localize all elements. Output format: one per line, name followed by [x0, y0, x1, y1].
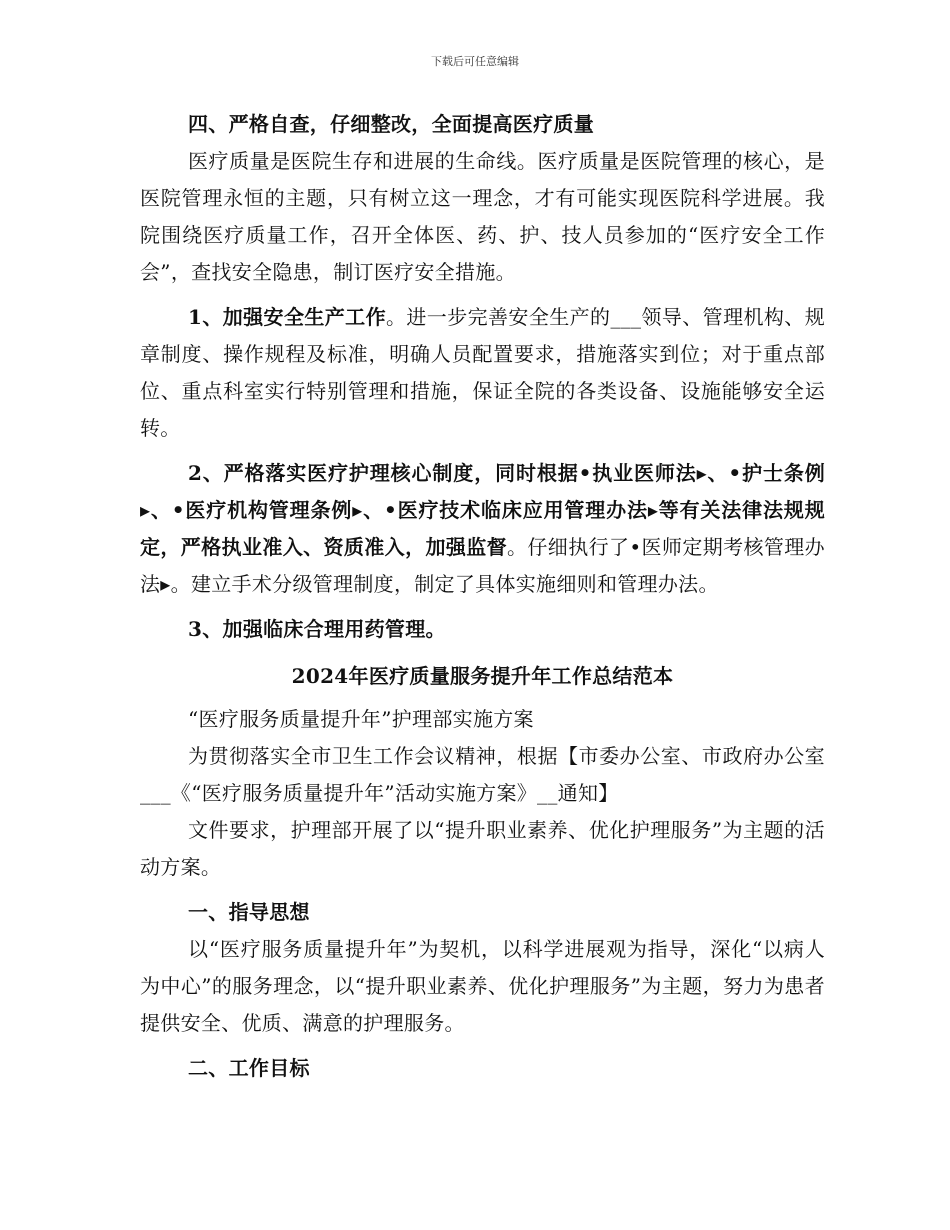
plan-paragraph-1: 为贯彻落实全市卫生工作会议精神，根据【市委办公室、市政府办公室___《“医疗服务质量提升年”活动实施方案》__通知】: [140, 744, 825, 805]
item-2-paragraph: [140, 455, 825, 603]
item-3: 3、加强临床合理用药管理。: [188, 617, 446, 641]
item-1-paragraph: [140, 299, 825, 447]
item-1-lead: 1、加强安全生产工作: [188, 305, 386, 329]
item-2-lead: 2、严格落实医疗护理核心制度，同时根据•执业医师法▸、•护士条例▸、•医疗机构管理条例▸、•医疗技术临床应用管理办法▸等有关法律法规规定，严格执业准入、资质准入，加强监督: [140, 461, 825, 559]
heading-guiding-ideology: 一、指导思想: [188, 900, 310, 924]
section-4-intro: 医疗质量是医院生存和进展的生命线。医疗质量是医院管理的核心，是医院管理永恒的主题，只有树立这一理念，才有可能实现医院科学进展。我院围绕医疗质量工作，召开全体医、药、护、技人员参加的“医疗安全工作会”，查找安全隐患，制订医疗安全措施。: [140, 149, 825, 284]
item-2-text: 。仔细执行了•医师定期考核管理办法▸。建立手术分级管理制度，制定了具体实施细则和管理办法。: [140, 535, 825, 596]
document-body: [140, 106, 825, 1087]
plan-paragraph-2: 文件要求，护理部开展了以“提升职业素养、优化护理服务”为主题的活动方案。: [140, 818, 825, 879]
page-header: 下载后可任意编辑: [431, 55, 519, 68]
item-1-text: 。进一步完善安全生产的___领导、管理机构、规章制度、操作规程及标准，明确人员配置要求，措施落实到位；对于重点部位、重点科室实行特别管理和措施，保证全院的各类设备、设施能够安全运转。: [140, 305, 825, 440]
heading-work-goals: 二、工作目标: [188, 1056, 310, 1080]
plan-name: “医疗服务质量提升年”护理部实施方案: [188, 707, 534, 731]
section-4-heading: 四、严格自查，仔细整改，全面提高医疗质量: [188, 112, 594, 136]
document-title: 2024年医疗质量服务提升年工作总结范本: [291, 664, 674, 688]
guiding-ideology-text: 以“医疗服务质量提升年”为契机，以科学进展观为指导，深化“以病人为中心”的服务理念，以“提升职业素养、优化护理服务”为主题，努力为患者提供安全、优质、满意的护理服务。: [140, 937, 825, 1035]
